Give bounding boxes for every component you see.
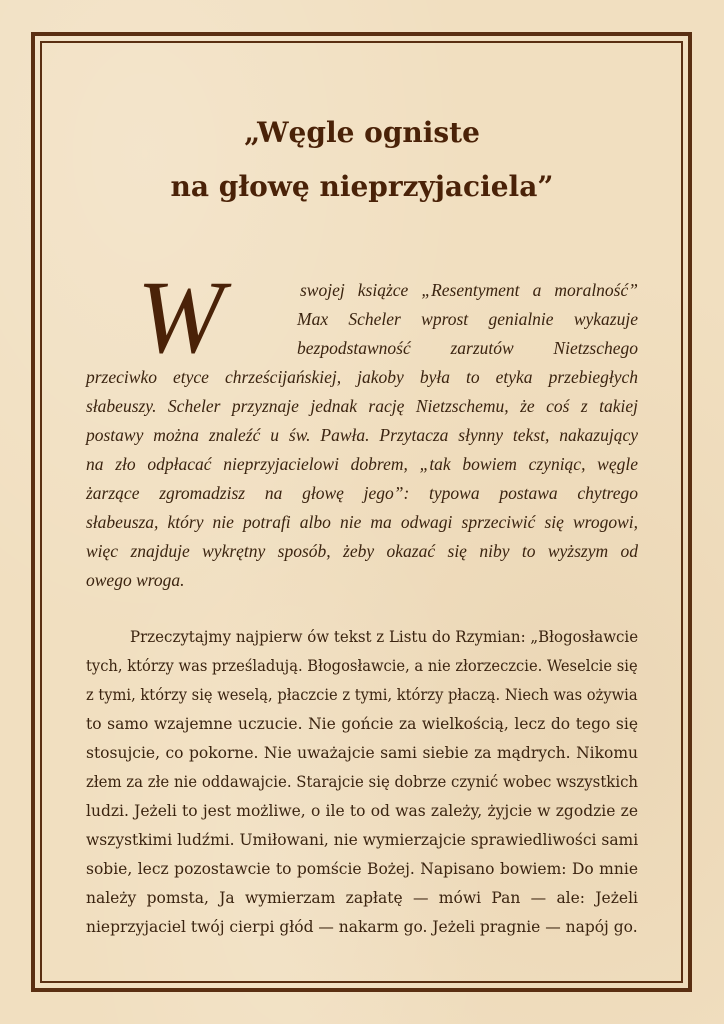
paragraph-line: ludzi. Jeżeli to jest możliwe, o ile to od was zależy, żyjcie w zgodzie ze xyxy=(86,802,638,820)
page-title-line-2: na głowę nieprzyjaciela” xyxy=(170,170,554,203)
paragraph-line: wszystkimi ludźmi. Umiłowani, nie wymierzajcie sprawiedliwości sami xyxy=(86,831,639,849)
paragraph-line: bezpodstawność zarzutów Nietzschego xyxy=(297,338,638,358)
paragraph-line: owego wroga. xyxy=(86,570,185,590)
paragraph-line: Max Scheler wprost genialnie wykazuje xyxy=(297,309,638,329)
paragraph-line: złem za złe nie oddawajcie. Starajcie się dobrze czynić wobec wszystkich xyxy=(86,773,638,791)
paragraph-line: przeciwko etyce chrześcijańskiej, jakoby była to etyka przebiegłych xyxy=(86,367,638,387)
paragraph-line: tych, którzy was prześladują. Błogosławcie, a nie złorzeczcie. Weselcie się xyxy=(86,657,638,675)
paragraph-line: stosujcie, co pokorne. Nie uważajcie sami siebie za mądrych. Nikomu xyxy=(86,744,638,762)
paragraph-line: słabeuszy. Scheler przyznaje jednak rację Nietzschemu, że coś z takiej xyxy=(86,396,638,416)
paragraph-line: żarzące zgromadzisz na głowę jego”: typowa postawa chytrego xyxy=(86,483,638,503)
paragraph-line: sobie, lecz pozostawcie to pomście Bożej. Napisano bowiem: Do mnie xyxy=(86,860,638,878)
paragraph-line: z tymi, którzy się weselą, płaczcie z tymi, którzy płaczą. Niech was ożywia xyxy=(86,686,638,704)
paragraph-line: nieprzyjaciel twój cierpi głód — nakarm go. Jeżeli pragnie — napój go. xyxy=(86,918,638,936)
paragraph-line: na zło odpłacać nieprzyjacielowi dobrem, „tak bowiem czyniąc, węgle xyxy=(86,454,638,474)
page-title-line-1: „Węgle ogniste xyxy=(244,116,480,149)
paragraph-line: swojej książce „Resentyment a moralność” xyxy=(300,280,638,300)
paragraph-line: to samo wzajemne uczucie. Nie gońcie za wielkością, lecz do tego się xyxy=(86,715,638,733)
paragraph-line: słabeusza, który nie potrafi albo nie ma odwagi sprzeciwić się wrogowi, xyxy=(86,512,638,532)
paragraph-line: należy pomsta, Ja wymierzam zapłatę — mówi Pan — ale: Jeżeli xyxy=(86,889,638,907)
paragraph-line: postawy można znaleźć u św. Pawła. Przytacza słynny tekst, nakazujący xyxy=(86,425,638,445)
paragraph-line: więc znajduje wykrętny sposób, żeby okazać się niby to wyższym od xyxy=(86,541,638,561)
dropcap-letter: W xyxy=(137,260,224,375)
paragraph-line: Przeczytajmy najpierw ów tekst z Listu do Rzymian: „Błogosławcie xyxy=(130,628,639,646)
